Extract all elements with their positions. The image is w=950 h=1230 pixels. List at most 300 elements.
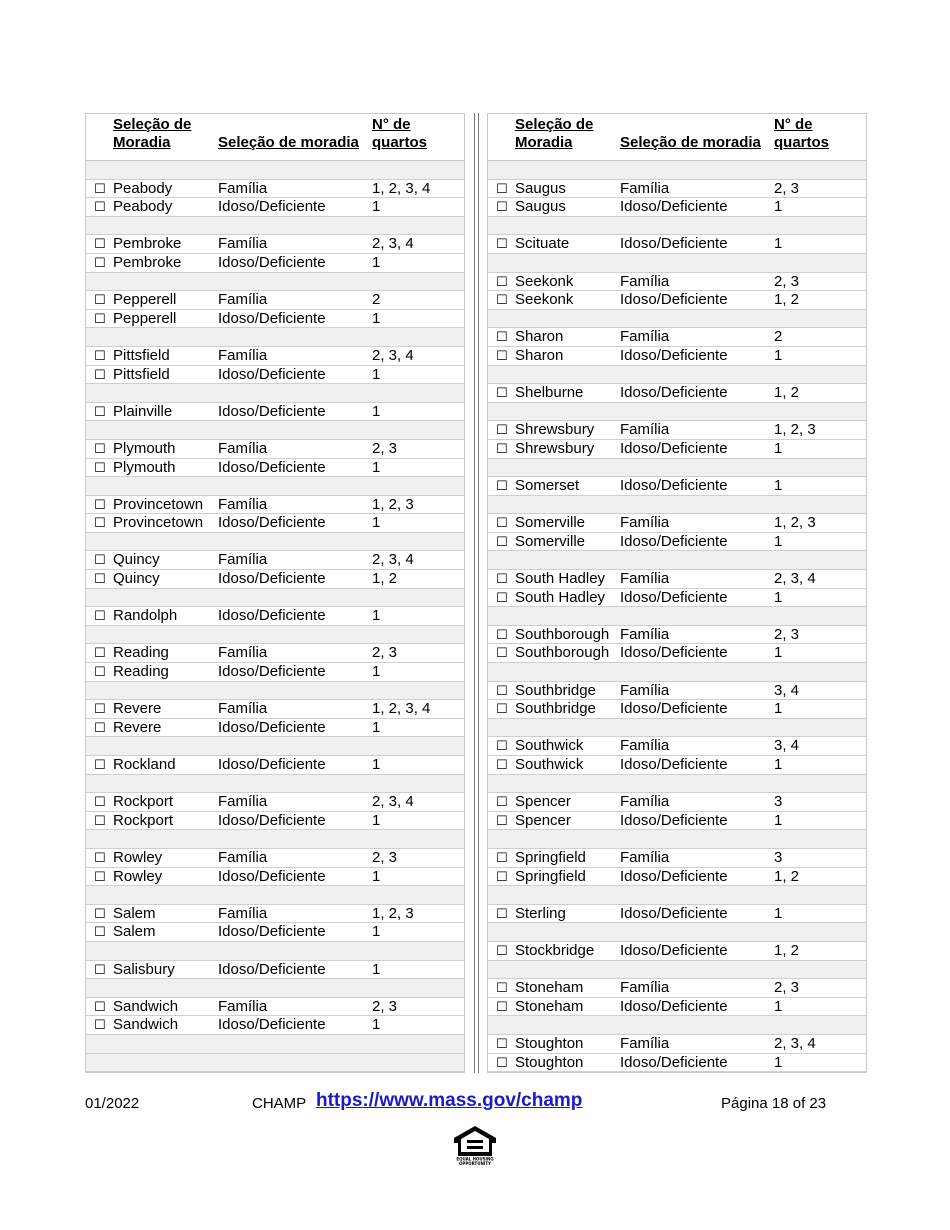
checkbox-icon[interactable]: ☐ (94, 440, 106, 456)
checkbox-icon[interactable]: ☐ (94, 292, 106, 308)
table-row (488, 868, 866, 887)
housing-type-cell: Idoso/Deficiente (620, 235, 728, 253)
blank-row (488, 254, 866, 273)
housing-type-cell: Idoso/Deficiente (218, 960, 326, 978)
housing-type-cell: Família (218, 439, 268, 457)
checkbox-icon[interactable]: ☐ (94, 254, 106, 270)
town-cell: Southborough (515, 625, 610, 643)
blank-row (86, 979, 464, 998)
checkbox-icon[interactable]: ☐ (94, 571, 106, 587)
bedrooms-cell: 1 (372, 718, 381, 736)
housing-type-cell: Família (218, 346, 268, 364)
table-row (86, 1016, 464, 1035)
table-row (86, 551, 464, 570)
bedrooms-cell: 2, 3 (774, 979, 800, 997)
table-row (86, 719, 464, 738)
town-cell: Revere (113, 718, 162, 736)
table-row (86, 514, 464, 533)
housing-type-cell: Idoso/Deficiente (620, 904, 728, 922)
checkbox-icon[interactable]: ☐ (496, 589, 508, 605)
table-row (86, 644, 464, 663)
table-row (488, 682, 866, 701)
bedrooms-cell: 2, 3, 4 (372, 551, 414, 569)
bedrooms-cell: 2, 3, 4 (372, 235, 414, 253)
housing-type-cell: Idoso/Deficiente (218, 756, 326, 773)
checkbox-icon[interactable]: ☐ (496, 905, 508, 921)
checkbox-icon[interactable]: ☐ (496, 347, 508, 363)
housing-type-cell: Família (218, 644, 268, 662)
housing-type-cell: Família (620, 1034, 670, 1052)
housing-type-cell: Família (218, 848, 268, 866)
bedrooms-cell: 1 (774, 532, 783, 550)
housing-type-cell: Família (218, 700, 268, 718)
town-cell: Quincy (113, 551, 160, 569)
checkbox-icon[interactable]: ☐ (94, 515, 106, 531)
town-cell: Reading (113, 663, 169, 681)
checkbox-icon[interactable]: ☐ (496, 1054, 508, 1070)
bedrooms-cell: 1 (774, 700, 783, 718)
table-row (86, 459, 464, 478)
housing-type-cell: Família (620, 625, 670, 643)
table-row (488, 700, 866, 719)
housing-type-cell: Idoso/Deficiente (620, 198, 728, 216)
housing-type-cell: Família (620, 179, 670, 197)
checkbox-icon[interactable]: ☐ (94, 310, 106, 326)
town-cell: Salisbury (113, 960, 175, 978)
blank-row (488, 217, 866, 236)
table-row (86, 496, 464, 515)
town-cell: Somerville (515, 532, 586, 550)
checkbox-icon[interactable]: ☐ (496, 292, 508, 308)
housing-type-cell: Idoso/Deficiente (218, 402, 326, 420)
logo-text-1: EQUAL HOUSING (456, 1156, 494, 1162)
housing-type-cell: Idoso/Deficiente (218, 1016, 326, 1034)
bedrooms-cell: 2, 3 (774, 179, 800, 197)
housing-type-cell: Idoso/Deficiente (218, 811, 326, 829)
left-table (85, 113, 465, 1073)
town-cell: Stoughton (515, 1034, 584, 1052)
checkbox-icon[interactable]: ☐ (94, 645, 106, 661)
town-cell: Somerset (515, 477, 580, 495)
bedrooms-cell: 1 (774, 588, 783, 606)
checkbox-icon[interactable]: ☐ (496, 236, 508, 252)
bedrooms-cell: 1 (372, 1016, 381, 1034)
table-row (86, 254, 464, 273)
bedrooms-cell: 1, 2, 3 (774, 514, 816, 532)
blank-row (488, 886, 866, 905)
town-cell: Rockport (113, 811, 174, 829)
table-row (86, 403, 464, 422)
town-cell: Seekonk (515, 272, 574, 290)
town-cell: Provincetown (113, 514, 204, 532)
town-cell: Shrewsbury (515, 421, 595, 439)
checkbox-icon[interactable]: ☐ (94, 701, 106, 717)
town-cell: Springfield (515, 848, 586, 866)
blank-row (86, 942, 464, 961)
housing-type-cell: Idoso/Deficiente (620, 644, 728, 662)
table-row (488, 421, 866, 440)
bedrooms-cell: 2, 3, 4 (774, 570, 816, 588)
housing-type-cell: Família (218, 291, 268, 309)
equal-housing-icon (451, 1124, 499, 1166)
housing-type-cell: Família (620, 570, 670, 588)
table-row (488, 198, 866, 217)
bedrooms-cell: 1 (774, 904, 783, 922)
right-rows (488, 161, 866, 1072)
left-rows (86, 161, 464, 1072)
bedrooms-cell: 2 (372, 291, 381, 309)
blank-row (86, 533, 464, 552)
town-cell: Somerville (515, 514, 586, 532)
housing-type-cell: Idoso/Deficiente (620, 1053, 728, 1071)
bedrooms-cell: 1 (372, 867, 381, 885)
town-cell: Reading (113, 644, 169, 662)
bedrooms-cell: 1 (372, 923, 381, 941)
table-row (488, 942, 866, 961)
checkbox-icon[interactable]: ☐ (94, 403, 106, 419)
town-cell: Salem (113, 923, 156, 941)
blank-row (86, 589, 464, 608)
blank-row (86, 384, 464, 403)
table-row (488, 273, 866, 292)
table-row (86, 180, 464, 199)
checkbox-icon[interactable]: ☐ (496, 738, 508, 754)
checkbox-icon[interactable]: ☐ (496, 849, 508, 865)
housing-type-cell: Família (620, 737, 670, 755)
bedrooms-cell: 2, 3 (774, 625, 800, 643)
town-cell: Saugus (515, 179, 566, 197)
table-row (488, 979, 866, 998)
town-cell: Southwick (515, 737, 584, 755)
column-divider (474, 113, 479, 1073)
checkbox-icon[interactable]: ☐ (94, 459, 106, 475)
town-cell: Shelburne (515, 384, 584, 402)
town-cell: Sandwich (113, 1016, 179, 1034)
checkbox-icon[interactable]: ☐ (94, 366, 106, 382)
housing-type-cell: Família (620, 979, 670, 997)
housing-type-cell: Idoso/Deficiente (620, 477, 728, 495)
table-row (488, 477, 866, 496)
blank-row (488, 961, 866, 980)
bedrooms-cell: 1, 2 (372, 570, 398, 588)
checkbox-icon[interactable]: ☐ (94, 608, 106, 624)
town-cell: Pembroke (113, 235, 182, 253)
logo-text-2: OPPORTUNITY (458, 1161, 492, 1166)
housing-type-cell: Idoso/Deficiente (218, 198, 326, 216)
housing-type-cell: Família (218, 793, 268, 811)
town-cell: Sharon (515, 346, 564, 364)
checkbox-icon[interactable]: ☐ (94, 180, 106, 196)
housing-type-cell: Idoso/Deficiente (620, 588, 728, 606)
checkbox-icon[interactable]: ☐ (496, 1035, 508, 1051)
checkbox-icon[interactable]: ☐ (496, 942, 508, 958)
bedrooms-cell: 3, 4 (774, 737, 800, 755)
blank-row (488, 607, 866, 626)
housing-type-cell: Idoso/Deficiente (620, 997, 728, 1015)
checkbox-icon[interactable]: ☐ (496, 868, 508, 884)
bedrooms-cell: 1 (372, 198, 381, 216)
bedrooms-cell: 3, 4 (774, 681, 800, 699)
housing-type-cell: Família (620, 514, 670, 532)
checkbox-icon[interactable]: ☐ (94, 236, 106, 252)
blank-row (488, 403, 866, 422)
bedrooms-cell: 1 (774, 1053, 783, 1071)
table-row (86, 663, 464, 682)
bedrooms-cell: 1, 2, 3, 4 (372, 179, 431, 197)
housing-type-cell: Família (218, 495, 268, 513)
checkbox-icon[interactable]: ☐ (496, 571, 508, 587)
blank-row (86, 775, 464, 794)
header-type: Seleção de moradia (620, 134, 761, 151)
town-cell: Pittsfield (113, 346, 170, 364)
town-cell: Spencer (515, 793, 571, 811)
checkbox-icon[interactable]: ☐ (94, 794, 106, 810)
town-cell: Stoughton (515, 1053, 584, 1071)
town-cell: Plymouth (113, 439, 176, 457)
bedrooms-cell: 1 (774, 756, 783, 773)
bedrooms-cell: 2 (774, 328, 783, 346)
town-cell: South Hadley (515, 588, 606, 606)
blank-row (488, 775, 866, 794)
checkbox-icon[interactable]: ☐ (496, 757, 508, 772)
table-row (488, 793, 866, 812)
checkbox-icon[interactable]: ☐ (496, 794, 508, 810)
housing-type-cell: Idoso/Deficiente (218, 607, 326, 625)
table-row (86, 235, 464, 254)
blank-row (86, 161, 464, 180)
bedrooms-cell: 1 (372, 514, 381, 532)
town-cell: Randolph (113, 607, 178, 625)
table-row (488, 328, 866, 347)
checkbox-icon[interactable]: ☐ (496, 180, 508, 196)
town-cell: Salem (113, 904, 156, 922)
town-cell: Provincetown (113, 495, 204, 513)
blank-row (86, 217, 464, 236)
town-cell: Stoneham (515, 997, 584, 1015)
table-row (86, 366, 464, 385)
table-row (488, 291, 866, 310)
town-cell: Pembroke (113, 253, 182, 271)
town-cell: Southborough (515, 644, 610, 662)
bedrooms-cell: 1 (774, 997, 783, 1015)
housing-type-cell: Idoso/Deficiente (620, 756, 728, 773)
checkbox-icon[interactable]: ☐ (496, 682, 508, 698)
bedrooms-cell: 2, 3, 4 (774, 1034, 816, 1052)
bedrooms-cell: 2, 3 (372, 644, 398, 662)
bedrooms-cell: 2, 3 (372, 848, 398, 866)
checkbox-icon[interactable]: ☐ (496, 329, 508, 345)
checkbox-icon[interactable]: ☐ (94, 961, 106, 977)
housing-type-cell: Idoso/Deficiente (218, 867, 326, 885)
town-cell: Peabody (113, 179, 173, 197)
bedrooms-cell: 1, 2 (774, 941, 800, 959)
checkbox-icon[interactable]: ☐ (94, 552, 106, 568)
table-row (488, 347, 866, 366)
town-cell: Peabody (113, 198, 173, 216)
checkbox-icon[interactable]: ☐ (94, 496, 106, 512)
checkbox-icon[interactable]: ☐ (94, 757, 106, 772)
checkbox-icon[interactable]: ☐ (94, 812, 106, 828)
housing-type-cell: Idoso/Deficiente (218, 253, 326, 271)
table-row (86, 868, 464, 887)
bedrooms-cell: 1, 2 (774, 291, 800, 309)
town-cell: Seekonk (515, 291, 574, 309)
blank-row (86, 328, 464, 347)
table-row (488, 812, 866, 831)
checkbox-icon[interactable]: ☐ (496, 385, 508, 401)
table-row (488, 737, 866, 756)
blank-row (86, 682, 464, 701)
town-cell: Stockbridge (515, 941, 595, 959)
bedrooms-cell: 1, 2, 3, 4 (372, 700, 431, 718)
checkbox-icon[interactable]: ☐ (94, 664, 106, 680)
town-cell: Sandwich (113, 997, 179, 1015)
town-cell: Southbridge (515, 700, 596, 718)
checkbox-icon[interactable]: ☐ (94, 998, 106, 1014)
housing-type-cell: Família (620, 793, 670, 811)
town-cell: Quincy (113, 570, 160, 588)
housing-type-cell: Família (620, 681, 670, 699)
town-cell: Rockland (113, 756, 176, 773)
table-row (488, 570, 866, 589)
bedrooms-cell: 1 (774, 811, 783, 829)
checkbox-icon[interactable]: ☐ (94, 1017, 106, 1033)
blank-row (86, 737, 464, 756)
housing-type-cell: Idoso/Deficiente (218, 923, 326, 941)
town-cell: Stoneham (515, 979, 584, 997)
housing-type-cell: Idoso/Deficiente (218, 718, 326, 736)
blank-row (86, 1054, 464, 1073)
housing-type-cell: Família (218, 904, 268, 922)
bedrooms-cell: 2, 3, 4 (372, 793, 414, 811)
town-cell: Sharon (515, 328, 564, 346)
checkbox-icon[interactable]: ☐ (496, 440, 508, 456)
table-row (488, 626, 866, 645)
blank-row (488, 366, 866, 385)
table-header (86, 114, 464, 161)
housing-type-cell: Idoso/Deficiente (620, 439, 728, 457)
table-row (488, 235, 866, 254)
blank-row (86, 477, 464, 496)
checkbox-icon[interactable]: ☐ (496, 998, 508, 1014)
checkbox-icon[interactable]: ☐ (94, 905, 106, 921)
bedrooms-cell: 1, 2 (774, 867, 800, 885)
blank-row (488, 496, 866, 515)
housing-type-cell: Idoso/Deficiente (620, 811, 728, 829)
checkbox-icon[interactable]: ☐ (496, 812, 508, 828)
bedrooms-cell: 1 (372, 309, 381, 327)
checkbox-icon[interactable]: ☐ (496, 273, 508, 289)
table-row (488, 998, 866, 1017)
bedrooms-cell: 1 (372, 253, 381, 271)
table-row (86, 570, 464, 589)
bedrooms-cell: 2, 3, 4 (372, 346, 414, 364)
town-cell: Pittsfield (113, 365, 170, 383)
checkbox-icon[interactable]: ☐ (94, 199, 106, 215)
bedrooms-cell: 1 (372, 811, 381, 829)
checkbox-icon[interactable]: ☐ (496, 478, 508, 494)
table-row (86, 198, 464, 217)
blank-row (488, 719, 866, 738)
header-town: Seleção de Moradia (515, 116, 594, 151)
table-row (86, 923, 464, 942)
champ-link[interactable]: https://www.mass.gov/champ (316, 1090, 583, 1111)
blank-row (86, 626, 464, 645)
header-beds: N° de quartos (372, 116, 428, 151)
checkbox-icon[interactable]: ☐ (496, 645, 508, 661)
table-row (86, 310, 464, 329)
table-row (488, 1054, 866, 1073)
bedrooms-cell: 3 (774, 848, 783, 866)
town-cell: Pepperell (113, 309, 177, 327)
housing-type-cell: Família (620, 272, 670, 290)
bedrooms-cell: 1 (774, 235, 783, 253)
table-row (86, 793, 464, 812)
table-row (86, 440, 464, 459)
housing-type-cell: Família (218, 179, 268, 197)
housing-type-cell: Família (218, 235, 268, 253)
town-cell: South Hadley (515, 570, 606, 588)
table-row (488, 1035, 866, 1054)
housing-type-cell: Família (218, 997, 268, 1015)
checkbox-icon[interactable]: ☐ (496, 533, 508, 549)
checkbox-icon[interactable]: ☐ (496, 701, 508, 717)
bedrooms-cell: 1 (372, 663, 381, 681)
checkbox-icon[interactable]: ☐ (496, 626, 508, 642)
housing-type-cell: Idoso/Deficiente (620, 941, 728, 959)
table-row (488, 533, 866, 552)
town-cell: Scituate (515, 235, 570, 253)
table-row (488, 756, 866, 775)
blank-row (488, 551, 866, 570)
table-row (86, 812, 464, 831)
town-cell: Springfield (515, 867, 586, 885)
checkbox-icon[interactable]: ☐ (496, 515, 508, 531)
town-cell: Rockport (113, 793, 174, 811)
table-header (488, 114, 866, 161)
bedrooms-cell: 1 (372, 458, 381, 476)
town-cell: Rowley (113, 867, 163, 885)
checkbox-icon[interactable]: ☐ (496, 422, 508, 438)
checkbox-icon[interactable]: ☐ (94, 924, 106, 940)
table-row (488, 644, 866, 663)
housing-type-cell: Idoso/Deficiente (620, 532, 728, 550)
footer-date: 01/2022 (85, 1095, 140, 1112)
checkbox-icon[interactable]: ☐ (94, 868, 106, 884)
bedrooms-cell: 2, 3 (774, 272, 800, 290)
table-row (86, 961, 464, 980)
table-row (86, 700, 464, 719)
checkbox-icon[interactable]: ☐ (496, 980, 508, 996)
blank-row (86, 830, 464, 849)
housing-type-cell: Idoso/Deficiente (218, 365, 326, 383)
blank-row (488, 923, 866, 942)
town-cell: Plainville (113, 402, 173, 420)
housing-type-cell: Idoso/Deficiente (620, 384, 728, 402)
table-row (86, 607, 464, 626)
table-row (86, 849, 464, 868)
blank-row (488, 830, 866, 849)
housing-type-cell: Idoso/Deficiente (620, 346, 728, 364)
table-row (86, 905, 464, 924)
checkbox-icon[interactable]: ☐ (94, 849, 106, 865)
checkbox-icon[interactable]: ☐ (496, 199, 508, 215)
checkbox-icon[interactable]: ☐ (94, 347, 106, 363)
housing-type-cell: Idoso/Deficiente (218, 514, 326, 532)
checkbox-icon[interactable]: ☐ (94, 719, 106, 735)
housing-type-cell: Idoso/Deficiente (218, 309, 326, 327)
housing-type-cell: Família (218, 551, 268, 569)
